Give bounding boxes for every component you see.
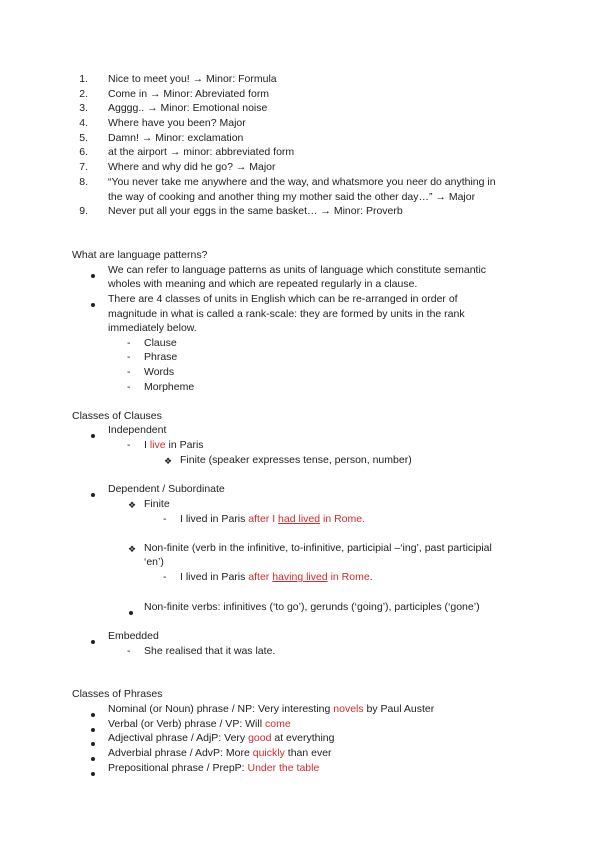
example-sentence: She realised that it was late. xyxy=(144,645,276,657)
list-number: 7. xyxy=(79,161,88,173)
list-item: Finite xyxy=(144,498,170,510)
list-item: Embedded xyxy=(108,630,159,642)
dash-icon: - xyxy=(127,439,131,451)
paragraph-line: ‘en’) xyxy=(144,556,164,568)
phrase-item: Nominal (or Noun) phrase / NP: Very interesting novels by Paul Auster xyxy=(108,703,435,715)
rank-item: Phrase xyxy=(144,351,178,363)
diamond-bullet-icon: ❖ xyxy=(128,500,137,510)
list-number: 4. xyxy=(79,117,88,129)
list-number: 1. xyxy=(79,73,88,85)
bullet-icon xyxy=(91,297,95,311)
rank-item: Morpheme xyxy=(144,381,195,393)
example-sentence: I live in Paris xyxy=(144,439,204,451)
bullet-icon xyxy=(91,487,95,501)
diamond-bullet-icon: ❖ xyxy=(128,544,137,554)
list-number: 9. xyxy=(79,205,88,217)
list-item-continuation: the way of cooking and another thing my mother said the other day…” → Major xyxy=(108,191,476,203)
list-item: Damn! → Minor: exclamation xyxy=(108,132,244,144)
note-line: Finite (speaker expresses tense, person, number) xyxy=(180,454,412,466)
paragraph-line: There are 4 classes of units in English which can be re-arranged in order of xyxy=(108,293,458,305)
dash-icon: - xyxy=(127,645,131,657)
dash-icon: - xyxy=(127,337,131,349)
dash-icon: - xyxy=(163,513,167,525)
paragraph-line: magnitude in what is called a rank-scale: they are formed by units in the rank xyxy=(108,308,465,320)
bullet-icon xyxy=(91,736,95,750)
list-item: Never put all your eggs in the same basket… → Minor: Proverb xyxy=(108,205,403,217)
diamond-bullet-icon: ❖ xyxy=(164,456,173,466)
bullet-icon xyxy=(91,766,95,780)
list-item: Independent xyxy=(108,424,167,436)
example-sentence: I lived in Paris after having lived in Rome. xyxy=(180,571,373,583)
paragraph-line: Non-finite verbs: infinitives (‘to go’), gerunds (‘going’), participles (‘gone’) xyxy=(144,601,480,613)
list-number: 8. xyxy=(79,176,88,188)
phrase-item: Adverbial phrase / AdvP: More quickly than ever xyxy=(108,747,332,759)
bullet-icon xyxy=(91,707,95,721)
bullet-icon xyxy=(129,605,133,619)
bullet-icon xyxy=(91,722,95,736)
list-item: Where have you been? Major xyxy=(108,117,246,129)
list-item: Nice to meet you! → Minor: Formula xyxy=(108,73,277,85)
bullet-icon xyxy=(91,268,95,282)
bullet-icon xyxy=(91,634,95,648)
dash-icon: - xyxy=(127,366,131,378)
list-number: 3. xyxy=(79,102,88,114)
list-number: 2. xyxy=(79,88,88,100)
list-item: at the airport → minor: abbreviated form xyxy=(108,146,295,158)
list-number: 6. xyxy=(79,146,88,158)
phrase-item: Prepositional phrase / PrepP: Under the table xyxy=(108,762,320,774)
bullet-icon xyxy=(91,751,95,765)
phrase-item: Adjectival phrase / AdjP: Very good at everything xyxy=(108,732,335,744)
dash-icon: - xyxy=(163,571,167,583)
paragraph-line: immediately below. xyxy=(108,322,197,334)
phrase-item: Verbal (or Verb) phrase / VP: Will come xyxy=(108,718,291,730)
dash-icon: - xyxy=(127,351,131,363)
rank-item: Clause xyxy=(144,337,177,349)
paragraph-line: We can refer to language patterns as units of language which constitute semantic xyxy=(108,264,487,276)
dash-icon: - xyxy=(127,381,131,393)
list-item: Where and why did he go? → Major xyxy=(108,161,276,173)
section-heading: Classes of Clauses xyxy=(72,410,162,422)
list-item: “You never take me anywhere and the way, and whatsmore you neer do anything in xyxy=(108,176,496,188)
section-heading: What are language patterns? xyxy=(72,249,208,261)
bullet-icon xyxy=(91,428,95,442)
list-item: Agggg.. → Minor: Emotional noise xyxy=(108,102,268,114)
example-sentence: I lived in Paris after I had lived in Rome. xyxy=(180,513,366,525)
list-item: Dependent / Subordinate xyxy=(108,483,225,495)
list-item: Come in → Minor: Abreviated form xyxy=(108,88,270,100)
paragraph-line: Non-finite (verb in the infinitive, to-infinitive, participial –‘ing’, past participial xyxy=(144,542,492,554)
rank-item: Words xyxy=(144,366,175,378)
list-number: 5. xyxy=(79,132,88,144)
section-heading: Classes of Phrases xyxy=(72,688,163,700)
paragraph-line: wholes with meaning and which are repeated regularly in a clause. xyxy=(108,278,418,290)
